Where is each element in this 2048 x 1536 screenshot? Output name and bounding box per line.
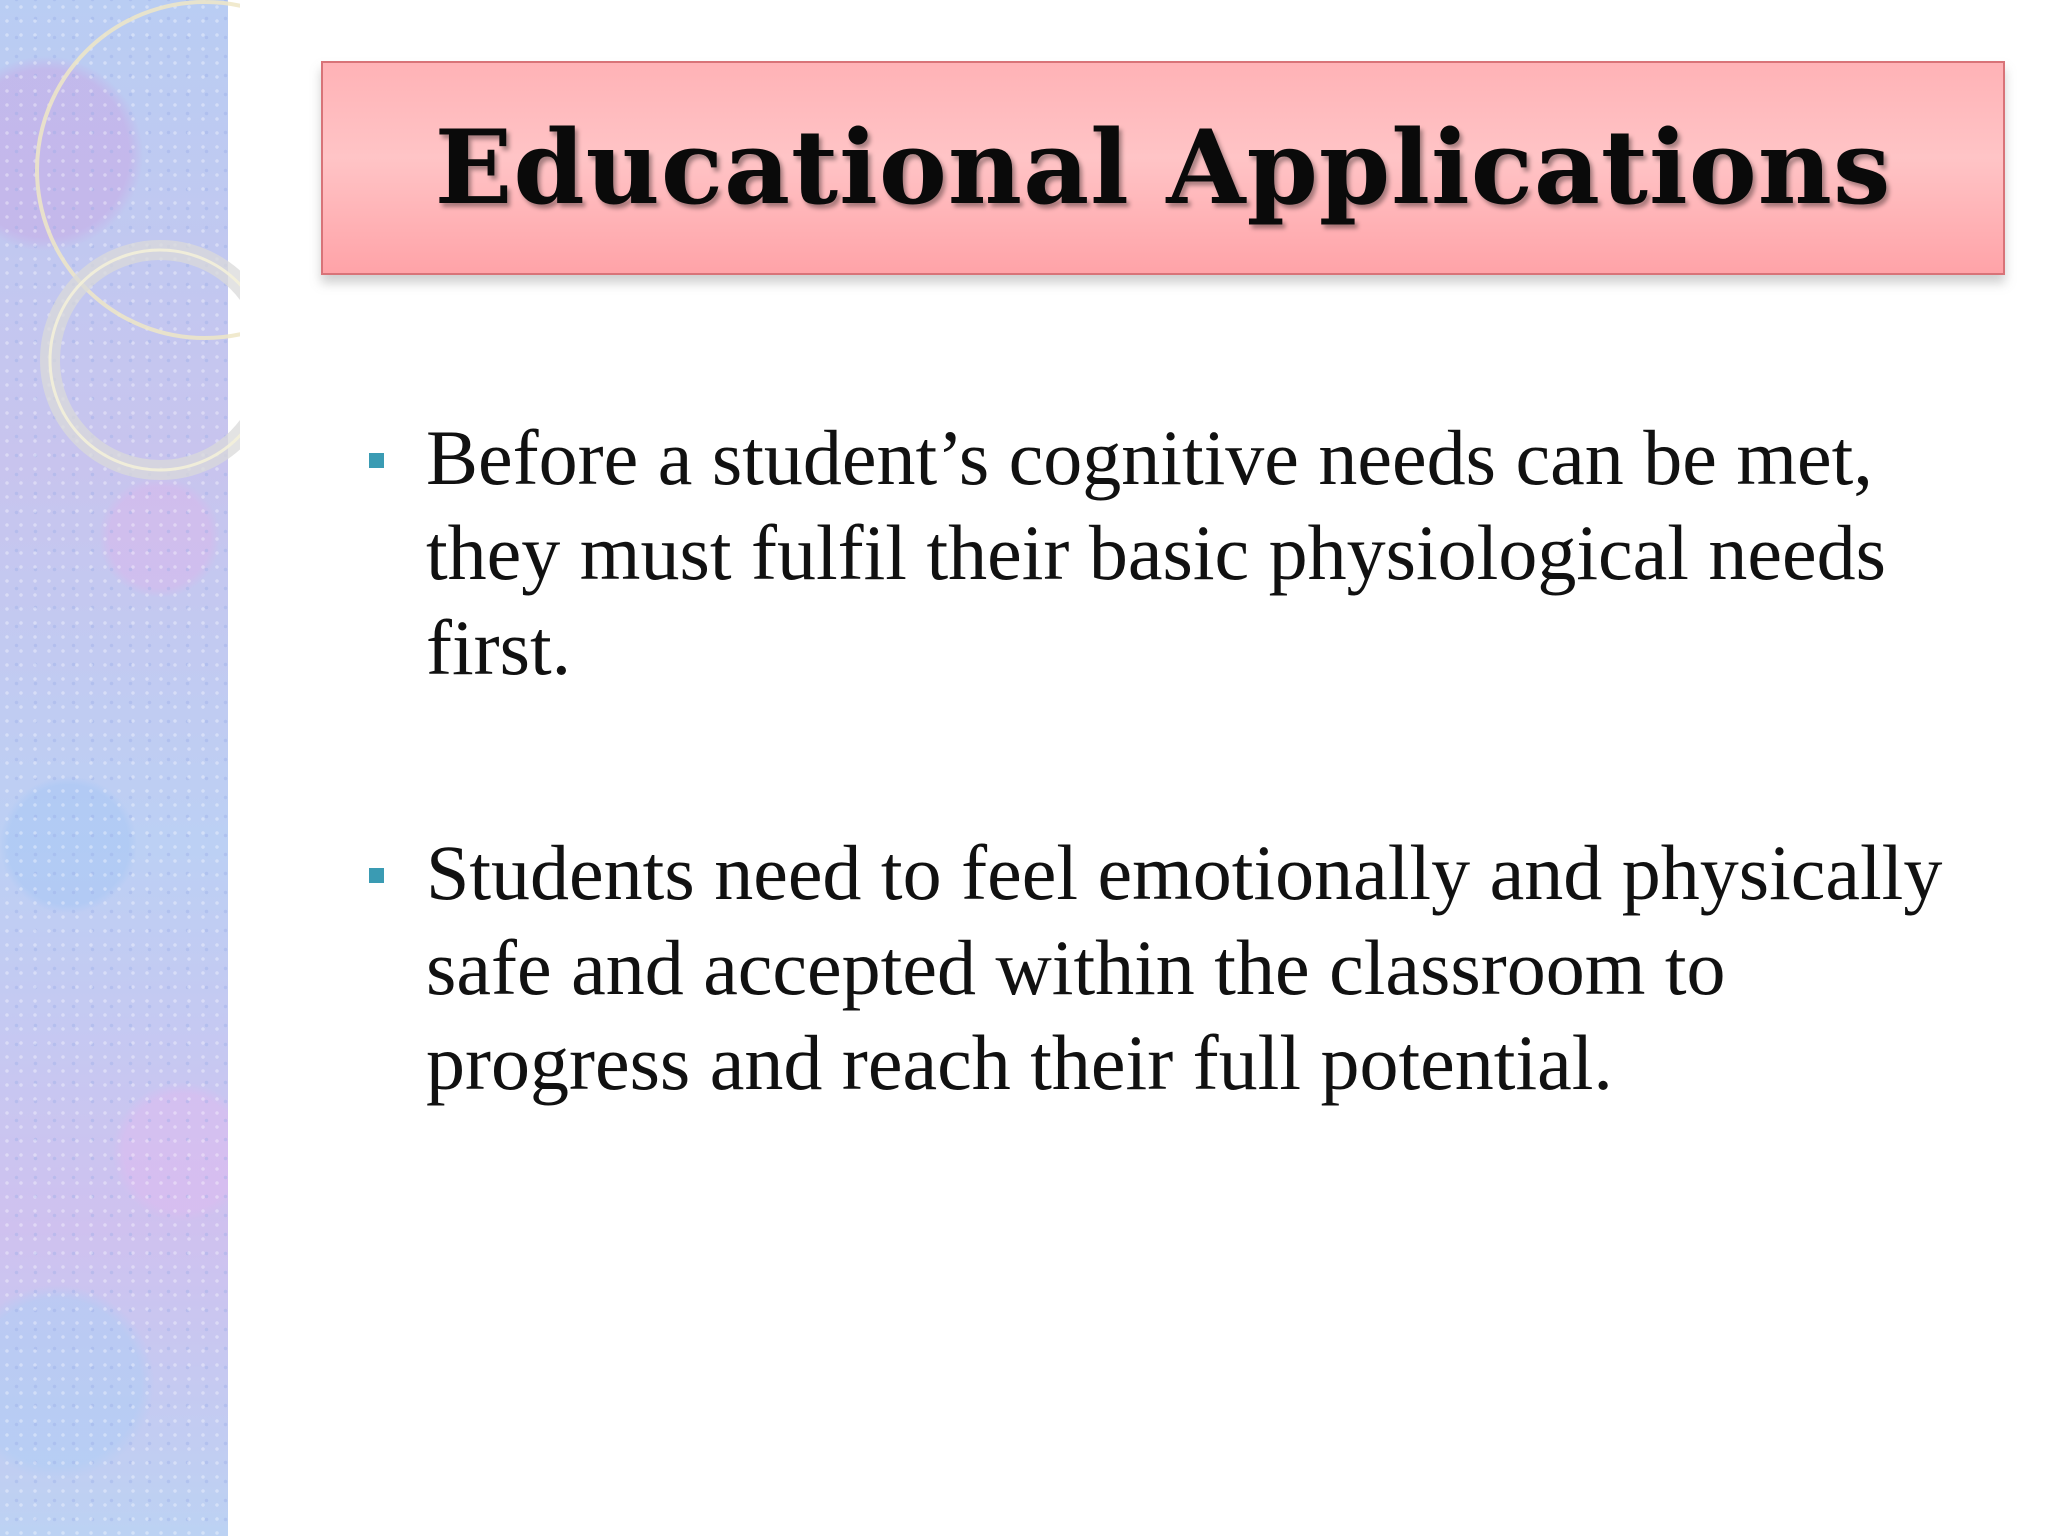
bullet-text: Before a student’s cognitive needs can be met, they must fulfil their basic physiological needs first. [426, 414, 1887, 691]
bullet-item [360, 410, 1990, 695]
bullet-item [360, 825, 1990, 1110]
title-banner [321, 61, 2005, 275]
bullet-square-icon [369, 868, 384, 883]
bullet-square-icon [369, 453, 384, 468]
decorative-rings [0, 0, 240, 520]
bullet-text: Students need to feel emotionally and physically safe and accepted within the classroom to progress and reach their full potential. [426, 829, 1943, 1106]
slide-title: Educational Applications [434, 108, 1892, 228]
bullet-list [360, 410, 1990, 1110]
